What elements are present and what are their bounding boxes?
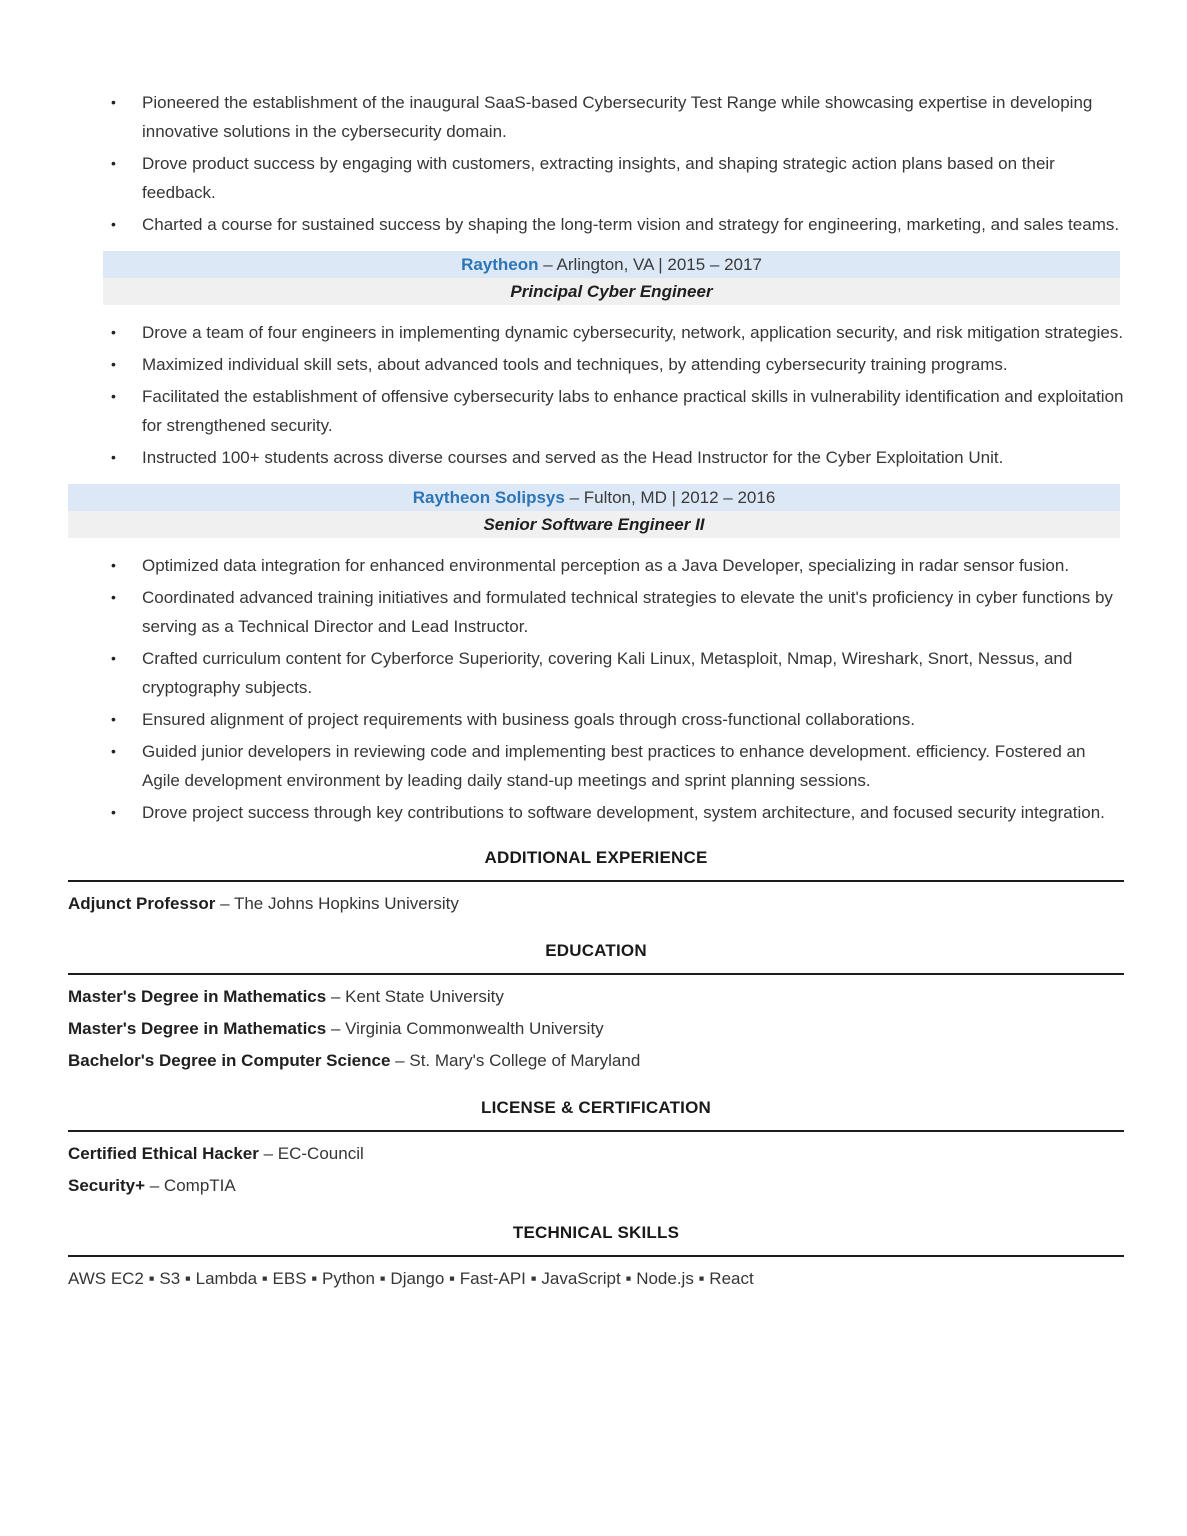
job-title-row <box>103 278 1120 305</box>
job-header-raytheon <box>103 251 1120 305</box>
bullet-dot-icon: • <box>111 557 116 573</box>
entry-detail: – Kent State University <box>330 987 504 1006</box>
bullet-text: Pioneered the establishment of the inaugural SaaS-based Cybersecurity Test Range while showcasing expertise in developing innovative solutions in the cybersecurity domain. <box>142 93 1093 141</box>
section-technical-skills <box>68 1218 1124 1295</box>
section-education <box>68 936 1124 1077</box>
bullet-dot-icon: • <box>111 388 116 404</box>
bullet-text: Maximized individual skill sets, about advanced tools and techniques, by attending cybersecurity training programs. <box>142 355 1008 374</box>
skills-list: AWS EC2 ▪ S3 ▪ Lambda ▪ EBS ▪ Python ▪ Django ▪ Fast-API ▪ JavaScript ▪ Node.js ▪ React <box>68 1269 754 1288</box>
certification-entry <box>68 1170 1124 1202</box>
bullet-dot-icon: • <box>111 356 116 372</box>
job-title: Senior Software Engineer II <box>483 515 705 534</box>
bullet-dot-icon: • <box>111 743 116 759</box>
entry-detail: – St. Mary's College of Maryland <box>395 1051 641 1070</box>
section-rule <box>68 973 1124 975</box>
section-license-certification <box>68 1093 1124 1202</box>
bullet-text: Drove product success by engaging with customers, extracting insights, and shaping strategic action plans based on their feedback. <box>142 154 1055 202</box>
experience-entry <box>68 888 1124 920</box>
bullet-dot-icon: • <box>111 711 116 727</box>
bullet-item <box>68 583 1124 641</box>
entry-title: Master's Degree in Mathematics <box>68 987 327 1006</box>
education-entry <box>68 1013 1124 1045</box>
bullet-item <box>68 149 1124 207</box>
bullet-dot-icon: • <box>111 324 116 340</box>
section-rule <box>68 1255 1124 1257</box>
company-name: Raytheon Solipsys <box>412 488 565 507</box>
section-rule <box>68 1130 1124 1132</box>
section-heading: TECHNICAL SKILLS <box>512 1223 680 1242</box>
company-name: Raytheon <box>461 255 539 274</box>
continued-role-bullets <box>68 88 1124 239</box>
entry-detail: – Virginia Commonwealth University <box>330 1019 604 1038</box>
bullet-text: Ensured alignment of project requirements with business goals through cross-functional collaborations. <box>142 710 915 729</box>
education-entry <box>68 1045 1124 1077</box>
bullet-item <box>68 551 1124 580</box>
certification-entry <box>68 1138 1124 1170</box>
job-company-row <box>68 484 1120 511</box>
job-title: Principal Cyber Engineer <box>510 282 713 301</box>
entry-detail: – EC-Council <box>263 1144 364 1163</box>
entry-detail: – The Johns Hopkins University <box>220 894 459 913</box>
entry-title: Master's Degree in Mathematics <box>68 1019 327 1038</box>
bullet-dot-icon: • <box>111 589 116 605</box>
bullet-text: Optimized data integration for enhanced environmental perception as a Java Developer, specializing in radar sensor fusion. <box>142 556 1070 575</box>
company-location-dates: – Arlington, VA | 2015 – 2017 <box>543 255 762 274</box>
bullet-text: Instructed 100+ students across diverse courses and served as the Head Instructor for the Cyber Exploitation Unit. <box>142 448 1004 467</box>
job-company-row <box>103 251 1120 278</box>
section-additional-experience <box>68 843 1124 920</box>
bullet-item <box>68 644 1124 702</box>
bullet-item <box>68 443 1124 472</box>
entry-title: Certified Ethical Hacker <box>68 1144 259 1163</box>
bullet-dot-icon: • <box>111 449 116 465</box>
entry-title: Bachelor's Degree in Computer Science <box>68 1051 391 1070</box>
job-title-row <box>68 511 1120 538</box>
bullet-item <box>68 88 1124 146</box>
bullet-dot-icon: • <box>111 94 116 110</box>
bullet-text: Facilitated the establishment of offensive cybersecurity labs to enhance practical skills in vulnerability identification and exploitation for strengthened security. <box>142 387 1124 435</box>
bullet-item <box>68 382 1124 440</box>
section-heading: EDUCATION <box>545 941 647 960</box>
bullet-text: Drove a team of four engineers in implementing dynamic cybersecurity, network, application security, and risk mitigation strategies. <box>142 323 1124 342</box>
raytheon-bullets <box>68 318 1124 472</box>
bullet-text: Crafted curriculum content for Cyberforce Superiority, covering Kali Linux, Metasploit, Nmap, Wireshark, Snort, Nessus, and cryptography subjects. <box>142 649 1073 697</box>
bullet-text: Guided junior developers in reviewing code and implementing best practices to enhance development. efficiency. Fostered an Agile development environment by leading daily stand-up meetings and sprint planning sessions. <box>142 742 1086 790</box>
bullet-item <box>68 350 1124 379</box>
bullet-item <box>68 705 1124 734</box>
bullet-dot-icon: • <box>111 804 116 820</box>
raytheon-solipsys-bullets <box>68 551 1124 827</box>
education-entry <box>68 981 1124 1013</box>
bullet-text: Drove project success through key contributions to software development, system architecture, and focused security integration. <box>142 803 1105 822</box>
bullet-text: Charted a course for sustained success by shaping the long-term vision and strategy for engineering, marketing, and sales teams. <box>142 215 1120 234</box>
bullet-text: Coordinated advanced training initiatives and formulated technical strategies to elevate the unit's proficiency in cyber functions by serving as a Technical Director and Lead Instructor. <box>142 588 1113 636</box>
bullet-dot-icon: • <box>111 216 116 232</box>
entry-detail: – CompTIA <box>149 1176 236 1195</box>
bullet-item <box>68 210 1124 239</box>
bullet-item <box>68 798 1124 827</box>
entry-title: Adjunct Professor <box>68 894 216 913</box>
job-header-raytheon-solipsys <box>68 484 1120 538</box>
section-heading: ADDITIONAL EXPERIENCE <box>484 848 708 867</box>
section-heading: LICENSE & CERTIFICATION <box>480 1098 711 1117</box>
bullet-item <box>68 737 1124 795</box>
bullet-item <box>68 318 1124 347</box>
entry-title: Security+ <box>68 1176 146 1195</box>
section-rule <box>68 880 1124 882</box>
company-location-dates: – Fulton, MD | 2012 – 2016 <box>569 488 776 507</box>
bullet-dot-icon: • <box>111 155 116 171</box>
bullet-dot-icon: • <box>111 650 116 666</box>
